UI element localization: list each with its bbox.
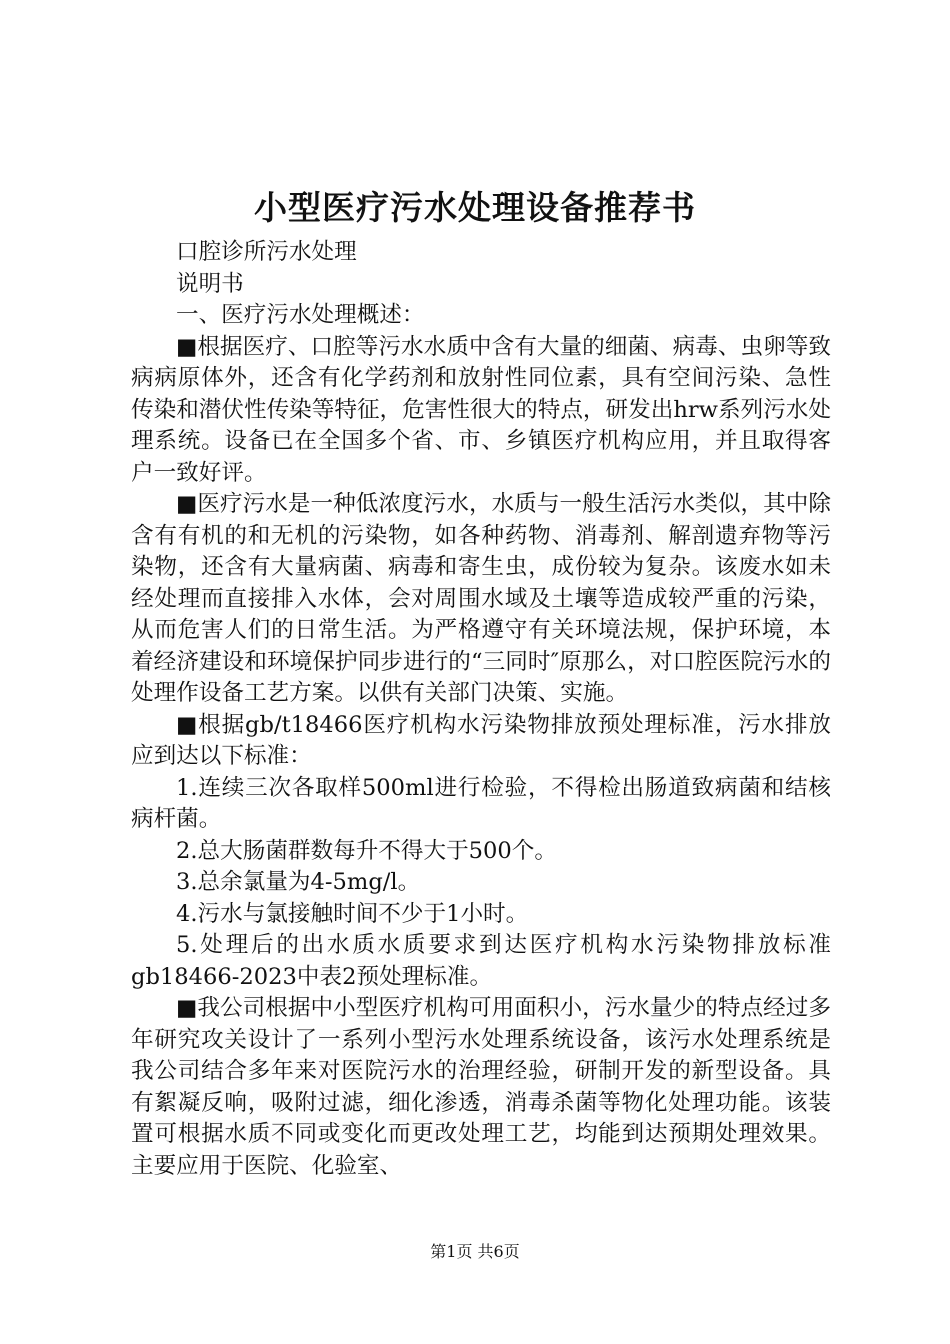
list-item: 4.污水与氯接触时间不少于1小时。 xyxy=(176,900,529,927)
list-item: 3.总余氯量为4-5mg/l。 xyxy=(176,869,421,895)
section-heading: 一、医疗污水处理概述： xyxy=(176,302,425,328)
document-body xyxy=(131,237,831,1182)
paragraph: ■我公司根据中小型医疗机构可用面积小，污水量少的特点经过多年研究攻关设计了一系列小型污水处理系统设备，该污水处理系统是我公司结合多年来对医院污水的治理经验，研制开发的新型设备。具有絮凝反响，吸附过滤，细化渗透，消毒杀菌等物化处理功能。该装置可根据水质不同或变化而更改处理工艺，均能到达预期处理效果。主要应用于医院、化验室、 xyxy=(131,995,831,1179)
document-title: 小型医疗污水处理设备推荐书 xyxy=(254,188,696,227)
paragraph: ■根据医疗、口腔等污水水质中含有大量的细菌、病毒、虫卵等致病病原体外，还含有化学药剂和放射性同位素，具有空间污染、急性传染和潜伏性传染等特征，危害性很大的特点，研发出hrw系列污水处理系统。设备已在全国多个省、市、乡镇医疗机构应用，并且取得客户一致好评。 xyxy=(131,333,831,486)
list-item: 2.总大肠菌群数每升不得大于500个。 xyxy=(176,837,557,864)
paragraph: ■根据gb/t18466医疗机构水污染物排放预处理标准，污水排放应到达以下标准： xyxy=(131,711,831,769)
paragraph: 口腔诊所污水处理 xyxy=(176,239,357,265)
list-item: 5.处理后的出水质水质要求到达医疗机构水污染物排放标准gb18466-2023中表2预处理标准。 xyxy=(131,932,831,990)
paragraph: ■医疗污水是一种低浓度污水，水质与一般生活污水类似，其中除含有有机的和无机的污染物，如各种药物、消毒剂、解剖遗弃物等污染物，还含有大量病菌、病毒和寄生虫，成份较为复杂。该废水如未经处理而直接排入水体，会对周围水域及土壤等造成较严重的污染，从而危害人们的日常生活。为严格遵守有关环境法规，保护环境，本着经济建设和环境保护同步进行的“三同时″原那么，对口腔医院污水的处理作设备工艺方案。以供有关部门决策、实施。 xyxy=(131,491,831,706)
list-item: 1.连续三次各取样500ml进行检验，不得检出肠道致病菌和结核病杆菌。 xyxy=(131,774,831,832)
paragraph: 说明书 xyxy=(176,270,244,297)
page-footer: 第1页 共6页 xyxy=(430,1242,520,1261)
